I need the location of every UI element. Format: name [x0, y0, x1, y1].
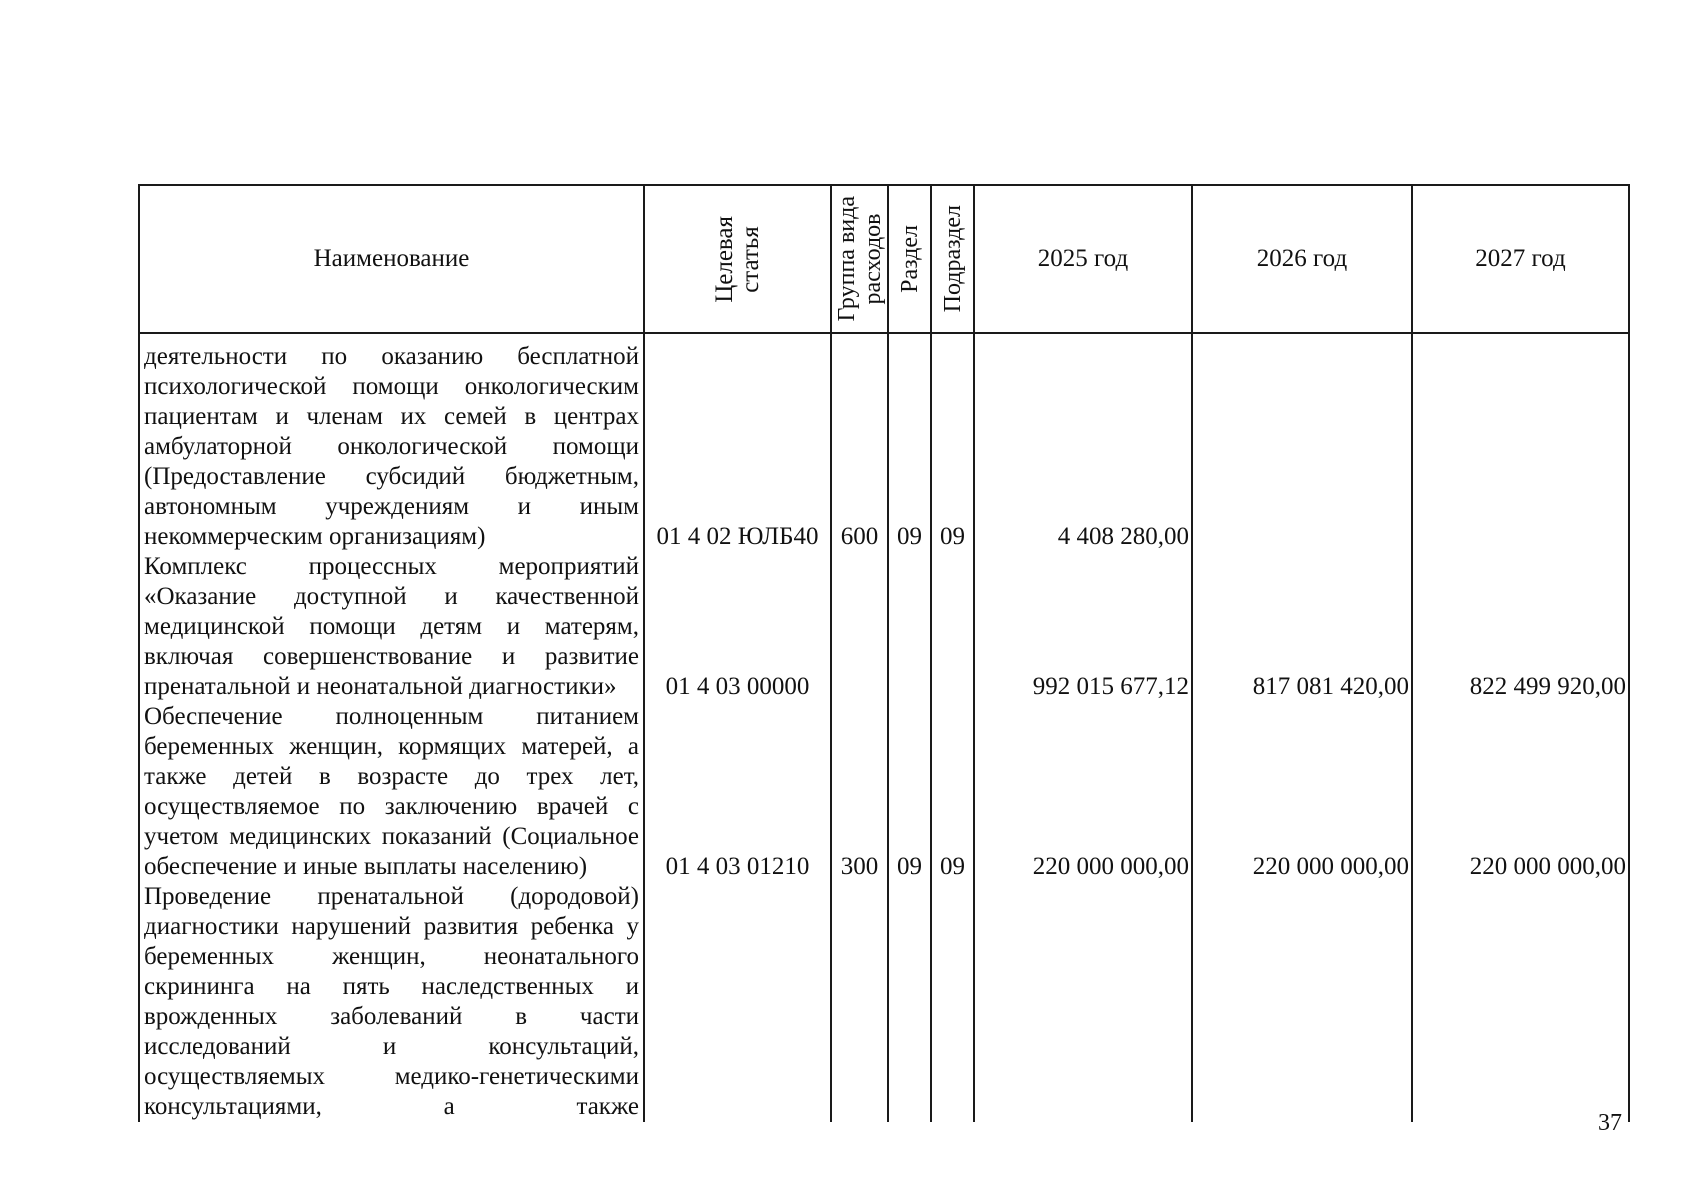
row-subsection: 09	[931, 333, 974, 552]
row-section: 09	[888, 333, 931, 552]
header-year-2027: 2027 год	[1412, 185, 1629, 333]
row-amount-2026: 817 081 420,00	[1192, 552, 1412, 702]
row-amount-2027	[1412, 882, 1629, 1122]
row-amount-2025	[974, 882, 1192, 1122]
row-expense-group	[831, 882, 888, 1122]
table-row	[139, 702, 1629, 882]
header-section	[888, 185, 931, 333]
row-amount-2026	[1192, 333, 1412, 552]
row-section: 09	[888, 702, 931, 882]
row-amount-2026	[1192, 882, 1412, 1122]
page-number: 37	[1598, 1110, 1622, 1136]
header-target-line1: Целевая	[710, 215, 738, 303]
header-name: Наименование	[139, 185, 644, 333]
budget-table	[138, 184, 1630, 1122]
row-amount-2027	[1412, 333, 1629, 552]
header-subsection-label: Подраздел	[939, 205, 966, 313]
header-subsection	[931, 185, 974, 333]
row-subsection	[931, 882, 974, 1122]
row-amount-2025: 220 000 000,00	[974, 702, 1192, 882]
row-expense-group: 600	[831, 333, 888, 552]
row-subsection: 09	[931, 702, 974, 882]
row-amount-2026: 220 000 000,00	[1192, 702, 1412, 882]
row-name: Проведение пренатальной (дородовой) диагностики нарушений развития ребенка у беременных женщин, неонатального скрининга на пять наследственных и врожденных заболеваний в части исследований и консультаций, осуществляемых медико-генетическими консультациями, а также	[139, 882, 644, 1122]
table-row	[139, 882, 1629, 1122]
row-target-article: 01 4 03 00000	[644, 552, 831, 702]
header-group-line1: Группа вида	[833, 196, 860, 322]
row-section	[888, 882, 931, 1122]
header-year-2026: 2026 год	[1192, 185, 1412, 333]
table-row	[139, 333, 1629, 552]
row-name: Обеспечение полноценным питанием беременных женщин, кормящих матерей, а также детей в возрасте до трех лет, осуществляемое по заключению врачей с учетом медицинских показаний (Социальное обеспечение и иные выплаты населению)	[139, 702, 644, 882]
row-target-article: 01 4 02 ЮЛБ40	[644, 333, 831, 552]
row-name: Комплекс процессных мероприятий «Оказание доступной и качественной медицинской помощи детям и матерям, включая совершенствование и развитие пренатальной и неонатальной диагностики»	[139, 552, 644, 702]
row-target-article	[644, 882, 831, 1122]
header-group-line2: расходов	[859, 213, 886, 305]
row-expense-group	[831, 552, 888, 702]
row-amount-2025: 992 015 677,12	[974, 552, 1192, 702]
row-expense-group: 300	[831, 702, 888, 882]
table-row	[139, 552, 1629, 702]
row-amount-2027: 822 499 920,00	[1412, 552, 1629, 702]
table-header-row	[139, 185, 1629, 333]
row-amount-2025: 4 408 280,00	[974, 333, 1192, 552]
header-expense-group	[831, 185, 888, 333]
header-target-line2: статья	[736, 225, 764, 293]
row-subsection	[931, 552, 974, 702]
header-year-2025: 2025 год	[974, 185, 1192, 333]
row-amount-2027: 220 000 000,00	[1412, 702, 1629, 882]
row-target-article: 01 4 03 01210	[644, 702, 831, 882]
row-section	[888, 552, 931, 702]
header-section-label: Раздел	[896, 225, 923, 293]
row-name: деятельности по оказанию бесплатной психологической помощи онкологическим пациентам и членам их семей в центрах амбулаторной онкологической помощи (Предоставление субсидий бюджетным, автономным учреждениям и иным некоммерческим организациям)	[139, 333, 644, 552]
header-target-article	[644, 185, 831, 333]
